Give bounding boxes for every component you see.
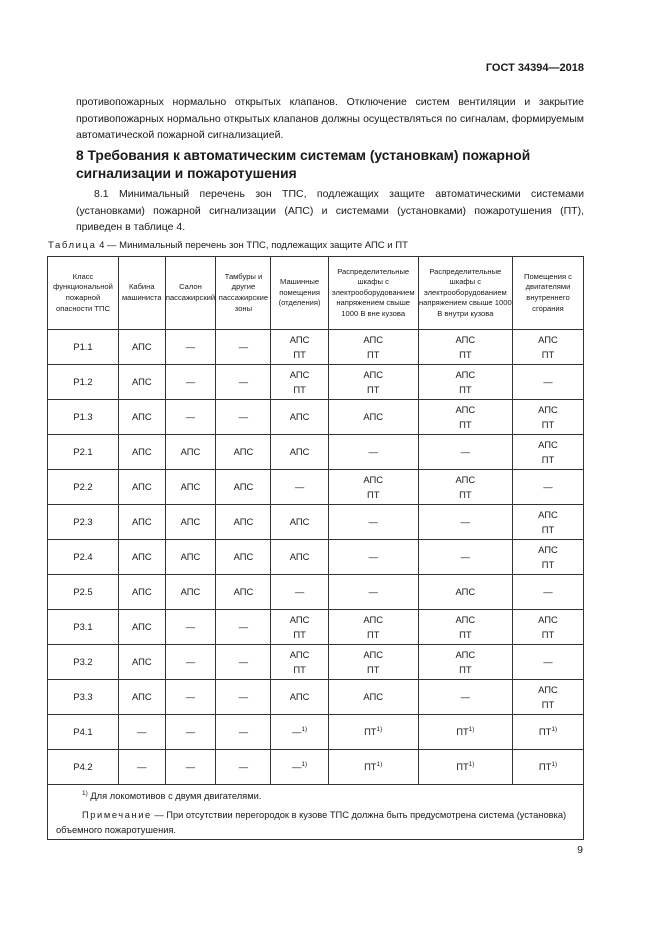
cell-value: [513, 452, 583, 468]
table-cell: Р1.2: [48, 365, 119, 400]
table-cell: [512, 610, 583, 645]
cell-value: [513, 522, 583, 538]
table-row: [48, 400, 584, 435]
table-cell: [512, 750, 583, 785]
cell-value: [513, 417, 583, 433]
cell-value-text: ПТ: [459, 629, 472, 640]
table-cell: Р4.1: [48, 715, 119, 750]
table-cell: АПС: [165, 575, 216, 610]
cell-value: [271, 612, 327, 628]
cell-value-text: АПС: [363, 473, 384, 485]
column-header: Распределительные шкафы с электрооборудованием напряжением свыше 1000 В внутри кузова: [418, 257, 512, 330]
table-cell: —: [118, 750, 165, 785]
cell-value: [329, 332, 418, 348]
table-cell: АПС: [216, 435, 271, 470]
cell-value-text: ПТ: [459, 419, 472, 430]
table-cell: —: [216, 400, 271, 435]
cell-value-text: —: [543, 656, 553, 668]
table-cell: —: [216, 330, 271, 365]
cell-value-text: АПС: [538, 613, 558, 625]
note-text: — При отсутствии перегородок в кузове ТПС должна быть предусмотрена система (установка) объемного пожаротушения.: [56, 810, 567, 835]
cell-value: [513, 627, 583, 643]
table-cell: [328, 610, 418, 645]
cell-value: [513, 332, 583, 348]
footnote-ref: 1): [376, 761, 383, 769]
cell-value-text: ПТ: [456, 726, 469, 738]
cell-value: [419, 367, 512, 383]
table-cell: АПС: [118, 400, 165, 435]
cell-value-text: АПС: [455, 648, 476, 660]
table-cell: Р3.3: [48, 680, 119, 715]
table-cell: [512, 505, 583, 540]
cell-value-text: АПС: [289, 516, 310, 528]
cell-value-text: АПС: [538, 333, 558, 345]
cell-value-text: ПТ: [366, 489, 380, 500]
table-cell: —: [165, 750, 216, 785]
table-cell: Р2.2: [48, 470, 119, 505]
cell-value: [419, 347, 512, 363]
table-cell: Р1.1: [48, 330, 119, 365]
table-cell: Р3.2: [48, 645, 119, 680]
cell-value-text: ПТ: [366, 629, 380, 640]
cell-value-text: АПС: [289, 411, 310, 423]
footnote-ref: 1): [301, 761, 308, 769]
cell-value: [271, 627, 327, 643]
table-cell: [418, 470, 512, 505]
cell-value: [271, 549, 327, 565]
cell-value: [271, 759, 327, 775]
table-cell: [271, 680, 328, 715]
cell-value: [329, 487, 418, 503]
cell-value: [271, 514, 327, 530]
table-cell: [328, 330, 418, 365]
page-number: 9: [577, 844, 583, 856]
cell-value: [513, 437, 583, 453]
table-cell: [328, 750, 418, 785]
table-cell: АПС: [118, 505, 165, 540]
cell-value: [419, 444, 512, 460]
table-cell: Р2.3: [48, 505, 119, 540]
table-cell: [512, 645, 583, 680]
table-cell: —: [165, 400, 216, 435]
table-notes: [48, 785, 584, 840]
table-row: [48, 330, 584, 365]
cell-value: [419, 662, 512, 678]
table-cell: [418, 365, 512, 400]
cell-value-text: АПС: [455, 403, 476, 415]
table-cell: [271, 610, 328, 645]
cell-value-text: ПТ: [459, 349, 472, 360]
cell-value: [329, 724, 418, 740]
cell-value: [329, 627, 418, 643]
table-cell: —: [216, 610, 271, 645]
cell-value: [271, 479, 327, 495]
table-row: [48, 505, 584, 540]
table-cell: —: [165, 610, 216, 645]
table-cell: —: [216, 645, 271, 680]
cell-value: [329, 689, 418, 705]
cell-value-text: ПТ: [538, 726, 552, 738]
table-cell: —: [216, 680, 271, 715]
table-cell: АПС: [216, 575, 271, 610]
cell-value-text: АПС: [538, 438, 558, 450]
table-cell: АПС: [118, 365, 165, 400]
table-cell: [512, 540, 583, 575]
footnote-text: Для локомотивов с двумя двигателями.: [87, 791, 262, 801]
cell-value: [271, 367, 327, 383]
cell-value: [271, 347, 327, 363]
table-cell: [512, 575, 583, 610]
cell-value: [513, 347, 583, 363]
cell-value-text: ПТ: [541, 349, 555, 360]
footnote-ref: 1): [551, 761, 558, 769]
cell-value-text: ПТ: [364, 726, 377, 738]
table-caption-text: 4 — Минимальный перечень зон ТПС, подлежащих защите АПС и ПТ: [96, 240, 408, 251]
cell-value: [419, 647, 512, 663]
cell-value: [271, 409, 327, 425]
table-cell: [418, 750, 512, 785]
cell-value-text: ПТ: [541, 559, 555, 570]
table-row: [48, 575, 584, 610]
cell-value: [271, 647, 327, 663]
table-cell: [271, 330, 328, 365]
column-header: Машинные помещения (отделения): [271, 257, 328, 330]
cell-value: [419, 584, 512, 600]
cell-value: [513, 374, 583, 390]
cell-value-text: АПС: [363, 691, 384, 703]
cell-value-text: ПТ: [541, 629, 555, 640]
cell-value-text: ПТ: [538, 761, 552, 773]
table-cell: АПС: [165, 505, 216, 540]
table-cell: [512, 365, 583, 400]
cell-value-text: —: [294, 481, 305, 493]
standard-number: ГОСТ 34394—2018: [485, 62, 584, 74]
table-cell: [328, 435, 418, 470]
cell-value-text: ПТ: [541, 454, 555, 465]
table-cell: [512, 435, 583, 470]
cell-value-text: АПС: [363, 333, 384, 345]
table-cell: [418, 400, 512, 435]
cell-value: [513, 682, 583, 698]
cell-value-text: —: [460, 446, 471, 458]
cell-value-text: ПТ: [456, 761, 469, 773]
table-cell: [418, 680, 512, 715]
cell-value-text: —: [460, 551, 471, 563]
cell-value-text: —: [368, 446, 378, 458]
table-row: [48, 470, 584, 505]
table-cell: —: [216, 365, 271, 400]
cell-value-text: —: [368, 586, 378, 598]
table-note: [56, 808, 575, 838]
cell-value: [513, 479, 583, 495]
cell-value: [513, 557, 583, 573]
footnote-mark: 1): [82, 790, 88, 797]
table-cell: [418, 645, 512, 680]
table-cell: [271, 575, 328, 610]
table-row: [48, 645, 584, 680]
table-cell: —: [216, 715, 271, 750]
footnote-ref: 1): [376, 726, 383, 734]
table-cell: АПС: [118, 540, 165, 575]
table-caption: [48, 240, 408, 251]
table-cell: [271, 400, 328, 435]
cell-value-text: ПТ: [459, 489, 472, 500]
cell-value-text: АПС: [455, 586, 476, 598]
note-label: Примечание: [82, 810, 152, 820]
cell-value-text: АПС: [538, 543, 558, 555]
table-cell: [328, 365, 418, 400]
table-row: [48, 680, 584, 715]
table-cell: [328, 645, 418, 680]
cell-value: [419, 627, 512, 643]
table-cell: Р2.4: [48, 540, 119, 575]
table-cell: АПС: [118, 470, 165, 505]
cell-value: [329, 514, 418, 530]
cell-value-text: АПС: [363, 648, 384, 660]
table-cell: [328, 680, 418, 715]
cell-value: [513, 507, 583, 523]
table-cell: [512, 400, 583, 435]
footnote-ref: 1): [551, 726, 558, 734]
cell-value: [513, 612, 583, 628]
cell-value: [513, 697, 583, 713]
table-cell: —: [165, 645, 216, 680]
cell-value-text: АПС: [455, 613, 476, 625]
table-row: [48, 540, 584, 575]
cell-value-text: ПТ: [293, 384, 306, 395]
table-cell: —: [165, 330, 216, 365]
table-cell: АПС: [118, 610, 165, 645]
cell-value-text: АПС: [455, 473, 476, 485]
table-cell: [328, 470, 418, 505]
table-footer-row: [48, 785, 584, 840]
table-cell: АПС: [118, 330, 165, 365]
cell-value-text: —: [292, 761, 302, 773]
cell-value-text: АПС: [289, 333, 310, 345]
table-cell: [512, 470, 583, 505]
table-cell: Р2.1: [48, 435, 119, 470]
cell-value: [329, 662, 418, 678]
cell-value: [329, 367, 418, 383]
table-cell: [328, 505, 418, 540]
cell-value: [513, 584, 583, 600]
cell-value: [513, 654, 583, 670]
cell-value: [329, 347, 418, 363]
cell-value-text: —: [294, 586, 305, 598]
cell-value-text: АПС: [538, 403, 558, 415]
cell-value: [329, 382, 418, 398]
table-cell: АПС: [118, 680, 165, 715]
table-cell: [271, 470, 328, 505]
cell-value-text: ПТ: [293, 629, 306, 640]
footnote-ref: 1): [468, 761, 475, 769]
footnote-ref: 1): [468, 726, 475, 734]
table-cell: АПС: [118, 435, 165, 470]
cell-value: [271, 332, 327, 348]
column-header: Класс функциональной пожарной опасности ТПС: [48, 257, 119, 330]
cell-value-text: —: [543, 481, 553, 493]
table-cell: АПС: [216, 505, 271, 540]
table-cell: [328, 715, 418, 750]
cell-value: [271, 689, 327, 705]
table-cell: [271, 645, 328, 680]
cell-value: [419, 689, 512, 705]
cell-value-text: ПТ: [459, 384, 472, 395]
column-header: Распределительные шкафы с электрооборудованием напряжением свыше 1000 В вне кузова: [328, 257, 418, 330]
table-cell: [418, 435, 512, 470]
cell-value: [513, 402, 583, 418]
intro-paragraph: противопожарных нормально открытых клапанов. Отключение систем вентиляции и закрытие противопожарных нормально открытых клапанов должны осуществляться по сигналам, формируемым автоматической пожарной сигнализацией.: [76, 96, 584, 142]
cell-value: [513, 542, 583, 558]
cell-value-text: АПС: [538, 683, 558, 695]
table-row: [48, 750, 584, 785]
cell-value-text: АПС: [289, 368, 310, 380]
cell-value-text: ПТ: [366, 664, 380, 675]
section-heading: 8 Требования к автоматическим системам (установкам) пожарной сигнализации и пожаротушения: [76, 148, 531, 181]
table-cell: АПС: [118, 645, 165, 680]
table-cell: [512, 715, 583, 750]
cell-value: [329, 647, 418, 663]
footnote-ref: 1): [301, 726, 308, 734]
table-cell: АПС: [216, 470, 271, 505]
table-cell: [418, 505, 512, 540]
cell-value-text: АПС: [363, 613, 384, 625]
cell-value: [419, 382, 512, 398]
table-row: [48, 365, 584, 400]
cell-value-text: ПТ: [366, 384, 380, 395]
cell-value-text: ПТ: [541, 524, 555, 535]
cell-value: [329, 409, 418, 425]
column-header: Тамбуры и другие пассажирские зоны: [216, 257, 271, 330]
table-cell: [328, 575, 418, 610]
cell-value: [419, 549, 512, 565]
cell-value: [419, 417, 512, 433]
cell-value-text: АПС: [538, 508, 558, 520]
cell-value: [419, 514, 512, 530]
cell-value-text: —: [292, 726, 302, 738]
cell-value: [329, 759, 418, 775]
cell-value: [419, 612, 512, 628]
cell-value-text: АПС: [363, 411, 384, 423]
table-cell: [328, 400, 418, 435]
cell-value-text: —: [543, 376, 553, 388]
cell-value-text: ПТ: [366, 349, 380, 360]
table-cell: [418, 330, 512, 365]
cell-value-text: ПТ: [293, 349, 306, 360]
table-caption-label: Таблица: [48, 240, 97, 251]
cell-value-text: —: [368, 516, 378, 528]
cell-value: [419, 472, 512, 488]
table-cell: —: [216, 750, 271, 785]
table-cell: АПС: [165, 435, 216, 470]
cell-value: [271, 662, 327, 678]
table-cell: [271, 540, 328, 575]
cell-value: [329, 612, 418, 628]
table-cell: [271, 365, 328, 400]
table-cell: Р4.2: [48, 750, 119, 785]
table-cell: [418, 715, 512, 750]
table-cell: [271, 435, 328, 470]
cell-value: [329, 444, 418, 460]
cell-value: [513, 759, 583, 775]
cell-value: [271, 382, 327, 398]
cell-value: [419, 759, 512, 775]
zones-table: [47, 256, 584, 840]
column-header: Салон пассажирский: [165, 257, 216, 330]
table-cell: Р1.3: [48, 400, 119, 435]
table-cell: [418, 540, 512, 575]
cell-value-text: ПТ: [459, 664, 472, 675]
column-header: Помещения с двигателями внутреннего сгорания: [512, 257, 583, 330]
table-cell: [512, 330, 583, 365]
cell-value-text: —: [460, 516, 471, 528]
cell-value-text: АПС: [289, 613, 310, 625]
cell-value-text: АПС: [455, 333, 476, 345]
table-row: [48, 610, 584, 645]
table-cell: АПС: [165, 470, 216, 505]
cell-value-text: —: [460, 691, 471, 703]
cell-value: [329, 472, 418, 488]
table-cell: [328, 540, 418, 575]
cell-value-text: —: [543, 586, 553, 598]
table-cell: —: [118, 715, 165, 750]
table-cell: [418, 575, 512, 610]
column-header: Кабина машиниста: [118, 257, 165, 330]
table-cell: —: [165, 715, 216, 750]
table-cell: АПС: [165, 540, 216, 575]
cell-value-text: ПТ: [293, 664, 306, 675]
table-cell: [418, 610, 512, 645]
table-cell: [271, 750, 328, 785]
cell-value: [329, 549, 418, 565]
cell-value: [271, 444, 327, 460]
footnote: [56, 789, 575, 804]
cell-value: [513, 724, 583, 740]
table-row: [48, 715, 584, 750]
cell-value-text: АПС: [289, 446, 310, 458]
table-cell: —: [165, 680, 216, 715]
cell-value-text: АПС: [289, 691, 310, 703]
table-cell: Р3.1: [48, 610, 119, 645]
table-header-row: [48, 257, 584, 330]
cell-value-text: ПТ: [541, 419, 555, 430]
cell-value: [329, 584, 418, 600]
cell-value: [419, 332, 512, 348]
cell-value-text: АПС: [455, 368, 476, 380]
cell-value-text: ПТ: [364, 761, 377, 773]
cell-value: [271, 724, 327, 740]
table-cell: Р2.5: [48, 575, 119, 610]
cell-value-text: —: [368, 551, 378, 563]
table-cell: [512, 680, 583, 715]
table-cell: АПС: [216, 540, 271, 575]
cell-value-text: АПС: [289, 648, 310, 660]
cell-value: [419, 724, 512, 740]
table-row: [48, 435, 584, 470]
table-cell: [271, 505, 328, 540]
cell-value-text: ПТ: [541, 699, 555, 710]
table-cell: [271, 715, 328, 750]
section-paragraph: 8.1 Минимальный перечень зон ТПС, подлежащих защите автоматическими системами (установками) пожарной сигнализации (АПС) и системами (установками) пожаротушения (ПТ), приведен в таблице 4.: [76, 188, 584, 234]
cell-value-text: АПС: [363, 368, 384, 380]
table-cell: —: [165, 365, 216, 400]
cell-value: [419, 487, 512, 503]
table-cell: АПС: [118, 575, 165, 610]
cell-value: [271, 584, 327, 600]
cell-value: [419, 402, 512, 418]
cell-value-text: АПС: [289, 551, 310, 563]
